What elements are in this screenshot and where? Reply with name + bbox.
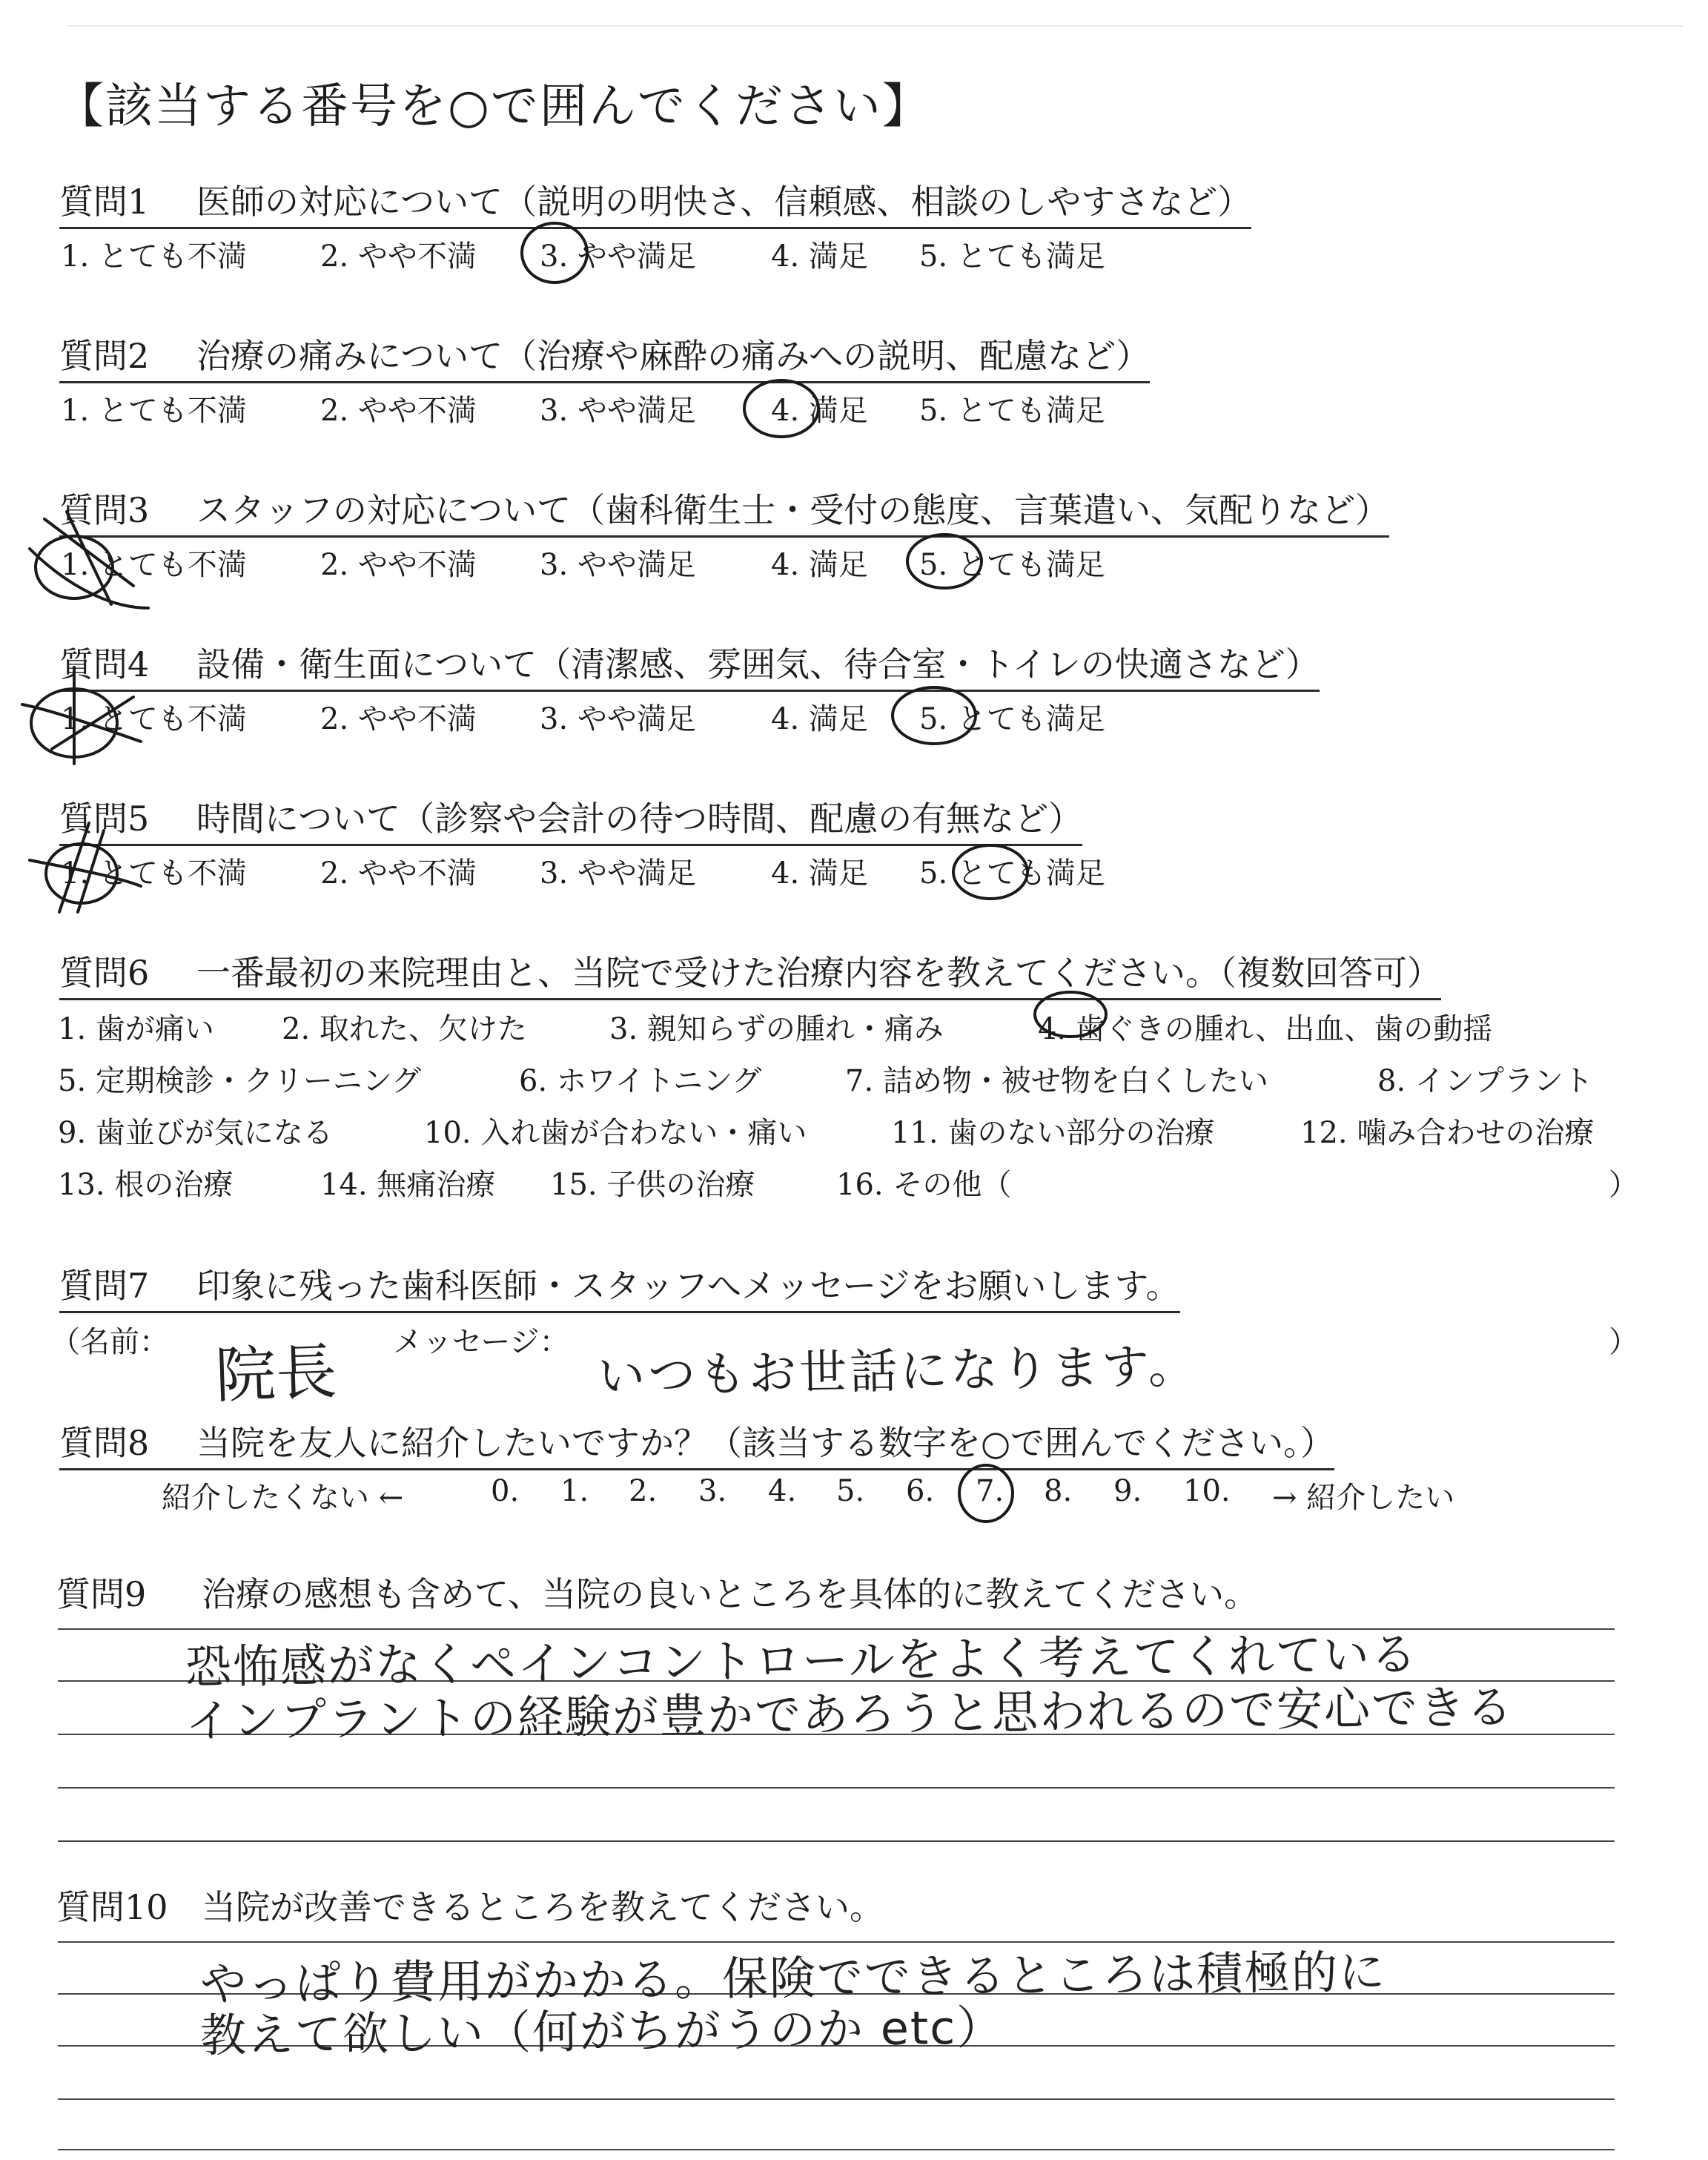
q6-option-6[interactable]: 6. ホワイトニング xyxy=(519,1064,762,1098)
q9-answer-rule-5 xyxy=(58,1840,1615,1842)
q2-option-2[interactable]: 2. やや不満 xyxy=(320,394,477,428)
q8-scale-4[interactable]: 4. xyxy=(768,1474,797,1508)
q6-option-4[interactable]: 4. 歯ぐきの腫れ、出血、歯の動揺 xyxy=(1038,1012,1493,1046)
q6-option-11[interactable]: 11. 歯のない部分の治療 xyxy=(891,1116,1215,1150)
q8-scale-1[interactable]: 1. xyxy=(560,1474,589,1508)
q5-heading xyxy=(59,792,1082,846)
q4-option-3[interactable]: 3. やや満足 xyxy=(540,702,696,736)
q6-option-14[interactable]: 14. 無痛治療 xyxy=(320,1168,496,1202)
q6-option-2[interactable]: 2. 取れた、欠けた xyxy=(282,1012,527,1046)
q6-option-10[interactable]: 10. 入れ歯が合わない・痛い xyxy=(424,1116,807,1150)
q3-heading xyxy=(59,483,1389,538)
q3-option-5[interactable]: 5. とても満足 xyxy=(919,548,1105,582)
q9-heading xyxy=(56,1568,1258,1616)
q8-right-label: → 紹介したい xyxy=(1272,1481,1455,1515)
q8-scale-3[interactable]: 3. xyxy=(698,1474,727,1508)
q6-option-8[interactable]: 8. インプラント xyxy=(1377,1064,1593,1098)
q1-heading xyxy=(59,175,1251,229)
q7-name-handwritten[interactable]: 院長 xyxy=(214,1337,338,1412)
q6-other-close-paren: ） xyxy=(1609,1168,1638,1202)
q5-option-2[interactable]: 2. やや不満 xyxy=(320,856,477,891)
q8-scale-8[interactable]: 8. xyxy=(1044,1474,1073,1508)
q8-heading xyxy=(59,1416,1334,1470)
q9-answer-line-2[interactable]: インプラントの経験が豊かであろうと思われるので安心できる xyxy=(185,1680,1515,1748)
q6-option-12[interactable]: 12. 噛み合わせの治療 xyxy=(1300,1116,1595,1150)
q4-number: 質問4 xyxy=(59,644,150,684)
q7-message-label: メッセージ： xyxy=(393,1325,569,1359)
q9-answer-rule-4 xyxy=(58,1787,1615,1789)
scan-edge-line xyxy=(67,25,1683,27)
q8-text: 当院を友人に紹介したいですか？（該当する数字を○で囲んでください。） xyxy=(196,1423,1335,1463)
q5-number: 質問5 xyxy=(59,799,150,839)
q9-number: 質問9 xyxy=(56,1574,147,1614)
q7-message-handwritten[interactable]: いつもお世話になります。 xyxy=(597,1338,1199,1405)
q4-option-5[interactable]: 5. とても満足 xyxy=(919,702,1105,736)
q6-text: 一番最初の来院理由と、当院で受けた治療内容を教えてください。（複数回答可） xyxy=(196,953,1441,993)
q10-heading xyxy=(56,1880,884,1929)
q5-text: 時間について（診察や会計の待つ時間、配慮の有無など） xyxy=(196,799,1083,839)
q6-option-15[interactable]: 15. 子供の治療 xyxy=(550,1168,755,1202)
q4-option-1[interactable]: 1. とても不満 xyxy=(61,702,247,736)
q4-heading xyxy=(59,638,1320,692)
q7-text: 印象に残った歯科医師・スタッフへメッセージをお願いします。 xyxy=(196,1266,1180,1306)
q5-option-5[interactable]: 5. とても満足 xyxy=(919,856,1105,891)
q6-option-7[interactable]: 7. 詰め物・被せ物を白くしたい xyxy=(845,1064,1268,1098)
q8-scale-0[interactable]: 0. xyxy=(491,1474,520,1508)
q8-scale-7[interactable]: 7. xyxy=(976,1474,1004,1508)
q8-left-label: 紹介したくない ← xyxy=(162,1481,404,1515)
q10-answer-rule-4 xyxy=(58,2098,1615,2100)
q8-number: 質問8 xyxy=(59,1423,150,1463)
q7-number: 質問7 xyxy=(59,1266,150,1306)
q3-option-2[interactable]: 2. やや不満 xyxy=(320,548,477,582)
q6-option-3[interactable]: 3. 親知らずの腫れ・痛み xyxy=(609,1012,944,1046)
q1-option-5[interactable]: 5. とても満足 xyxy=(919,240,1105,274)
q1-option-4[interactable]: 4. 満足 xyxy=(771,240,868,274)
q4-option-4[interactable]: 4. 満足 xyxy=(771,702,868,736)
q8-scale-2[interactable]: 2. xyxy=(629,1474,658,1508)
q3-text: スタッフの対応について（歯科衛生士・受付の態度、言葉遣い、気配りなど） xyxy=(196,490,1390,530)
q3-number: 質問3 xyxy=(59,490,150,530)
q9-text: 治療の感想も含めて、当院の良いところを具体的に教えてください。 xyxy=(202,1574,1259,1614)
q6-heading xyxy=(59,946,1441,1000)
q8-scale-5[interactable]: 5. xyxy=(836,1474,865,1508)
q9-answer-line-1[interactable]: 恐怖感がなくペインコントロールをよく考えてくれている xyxy=(185,1627,1419,1694)
q1-option-3[interactable]: 3. やや満足 xyxy=(540,240,696,274)
q3-option-3[interactable]: 3. やや満足 xyxy=(540,548,696,582)
page-title: 【該当する番号を○で囲んでください】 xyxy=(56,79,931,134)
q5-option-3[interactable]: 3. やや満足 xyxy=(540,856,696,891)
q1-text: 医師の対応について（説明の明快さ、信頼感、相談のしやすさなど） xyxy=(196,182,1252,222)
q1-number: 質問1 xyxy=(59,182,150,222)
q8-scale-9[interactable]: 9. xyxy=(1113,1474,1142,1508)
q8-scale-6[interactable]: 6. xyxy=(906,1474,935,1508)
q2-option-3[interactable]: 3. やや満足 xyxy=(540,394,696,428)
q10-answer-rule-5 xyxy=(58,2149,1615,2150)
q6-option-16[interactable]: 16. その他（ xyxy=(836,1168,1012,1202)
q6-option-5[interactable]: 5. 定期検診・クリーニング xyxy=(58,1064,422,1098)
q2-option-4[interactable]: 4. 満足 xyxy=(771,394,868,428)
q6-option-13[interactable]: 13. 根の治療 xyxy=(58,1168,234,1202)
q10-number: 質問10 xyxy=(56,1887,168,1927)
q3-option-4[interactable]: 4. 満足 xyxy=(771,548,868,582)
q10-answer-line-1[interactable]: やっぱり費用がかかる。保険でできるところは積極的に xyxy=(199,1944,1387,2012)
q2-option-1[interactable]: 1. とても不満 xyxy=(61,394,247,428)
q3-option-1[interactable]: 1. とても不満 xyxy=(61,548,247,582)
q2-heading xyxy=(59,329,1150,383)
q5-option-1[interactable]: 1. とても不満 xyxy=(61,856,247,891)
q2-text: 治療の痛みについて（治療や麻酔の痛みへの説明、配慮など） xyxy=(196,336,1151,376)
q6-option-9[interactable]: 9. 歯並びが気になる xyxy=(58,1116,333,1150)
q8-scale-10[interactable]: 10. xyxy=(1183,1474,1231,1508)
q7-name-label: （名前： xyxy=(50,1325,169,1359)
q4-option-2[interactable]: 2. やや不満 xyxy=(320,702,477,736)
q1-option-2[interactable]: 2. やや不満 xyxy=(320,240,477,274)
q5-option-4[interactable]: 4. 満足 xyxy=(771,856,868,891)
q7-heading xyxy=(59,1259,1180,1313)
q10-text: 当院が改善できるところを教えてください。 xyxy=(202,1887,884,1927)
q2-option-5[interactable]: 5. とても満足 xyxy=(919,394,1105,428)
q7-close-paren: ） xyxy=(1609,1325,1638,1359)
q6-option-1[interactable]: 1. 歯が痛い xyxy=(58,1012,214,1046)
q2-number: 質問2 xyxy=(59,336,150,376)
q6-number: 質問6 xyxy=(59,953,150,993)
q1-option-1[interactable]: 1. とても不満 xyxy=(61,240,247,274)
q4-text: 設備・衛生面について（清潔感、雰囲気、待合室・トイレの快適さなど） xyxy=(196,644,1320,684)
q10-answer-line-2[interactable]: 教えて欲しい（何がちがうのか etc） xyxy=(199,2000,1004,2063)
